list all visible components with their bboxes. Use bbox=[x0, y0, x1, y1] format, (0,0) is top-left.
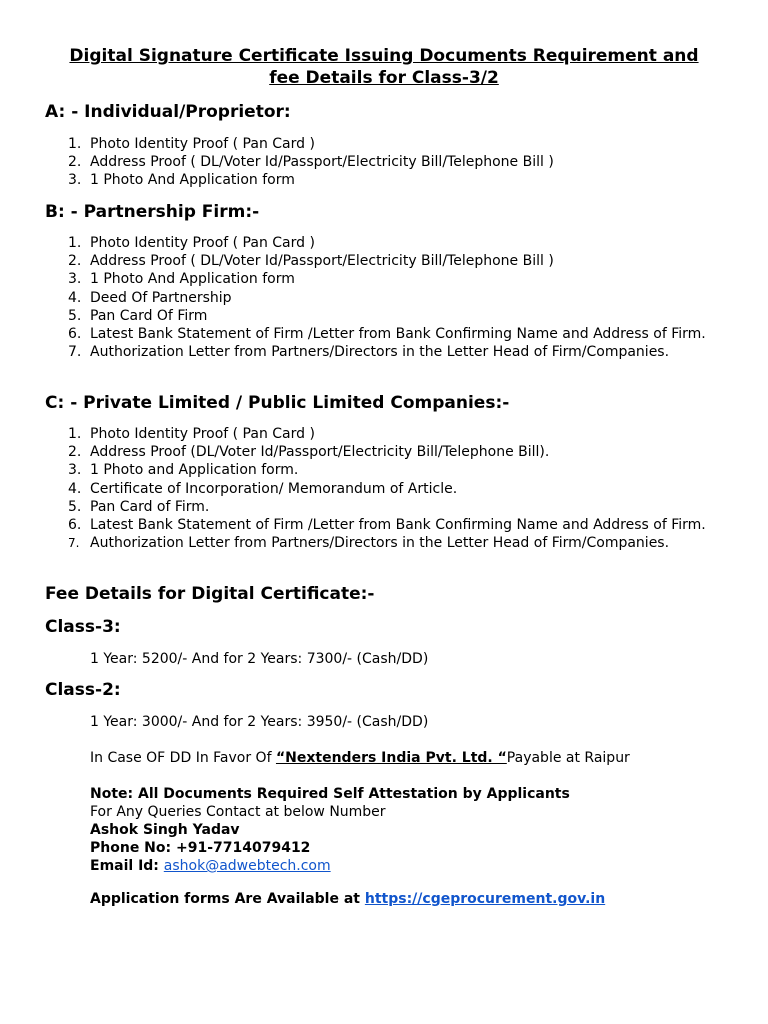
email-link[interactable]: ashok@adwebtech.com bbox=[163, 858, 331, 874]
class-3-heading: Class-3: bbox=[45, 617, 121, 637]
document-title bbox=[46, 45, 722, 89]
attestation-note: Note: All Documents Required Self Attestation by Applicants bbox=[90, 786, 570, 802]
section-a-list bbox=[0, 135, 720, 190]
section-b-heading: B: - Partnership Firm:- bbox=[45, 202, 260, 222]
contact-name: Ashok Singh Yadav bbox=[90, 822, 240, 838]
queries-text: For Any Queries Contact at below Number bbox=[90, 804, 386, 820]
section-a-heading: A: - Individual/Proprietor: bbox=[45, 102, 291, 122]
list-item: 2. Address Proof (DL/Voter Id/Passport/Electricity Bill/Telephone Bill). bbox=[68, 444, 550, 461]
dd-suffix: Payable at Raipur bbox=[506, 750, 630, 766]
list-item: 7. Authorization Letter from Partners/Directors in the Letter Head of Firm/Companies. bbox=[68, 535, 670, 552]
title-line-2: fee Details for Class-3/2 bbox=[269, 68, 499, 88]
class-2-heading: Class-2: bbox=[45, 680, 121, 700]
list-item: 6. Latest Bank Statement of Firm /Letter from Bank Confirming Name and Address of Firm. bbox=[68, 517, 706, 534]
list-item: 1. Photo Identity Proof ( Pan Card ) bbox=[68, 426, 315, 442]
contact-email-row bbox=[90, 857, 331, 875]
list-item: 6. Latest Bank Statement of Firm /Letter from Bank Confirming Name and Address of Firm. bbox=[68, 326, 706, 343]
class-2-fee: 1 Year: 3000/- And for 2 Years: 3950/- (Cash/DD) bbox=[90, 714, 429, 730]
section-b-list bbox=[0, 234, 720, 361]
list-item: 4. Certificate of Incorporation/ Memorandum of Article. bbox=[68, 480, 458, 497]
dd-instruction bbox=[90, 749, 630, 767]
list-item: 3. 1 Photo and Application form. bbox=[68, 462, 299, 479]
list-item: 4. Deed Of Partnership bbox=[68, 289, 232, 306]
list-item: 5. Pan Card Of Firm bbox=[68, 307, 208, 324]
section-c-list bbox=[0, 425, 720, 552]
class-3-fee: 1 Year: 5200/- And for 2 Years: 7300/- (Cash/DD) bbox=[90, 651, 429, 667]
list-item: 1. Photo Identity Proof ( Pan Card ) bbox=[68, 136, 315, 152]
section-c-heading: C: - Private Limited / Public Limited Companies:- bbox=[45, 393, 510, 413]
fee-details-heading: Fee Details for Digital Certificate:- bbox=[45, 584, 375, 604]
list-item: 3. 1 Photo And Application form bbox=[68, 172, 295, 189]
title-line-1: Digital Signature Certificate Issuing Documents Requirement and bbox=[69, 46, 699, 66]
list-item: 5. Pan Card of Firm. bbox=[68, 498, 210, 515]
application-url-link[interactable]: https://cgeprocurement.gov.in bbox=[364, 891, 606, 907]
dd-company: “Nextenders India Pvt. Ltd. “ bbox=[275, 750, 507, 766]
list-item: 2. Address Proof ( DL/Voter Id/Passport/Electricity Bill/Telephone Bill ) bbox=[68, 253, 554, 270]
list-item: 7. Authorization Letter from Partners/Directors in the Letter Head of Firm/Companies. bbox=[68, 344, 670, 361]
list-item: 1. Photo Identity Proof ( Pan Card ) bbox=[68, 235, 315, 251]
email-label: Email Id: bbox=[90, 858, 164, 874]
list-item: 3. 1 Photo And Application form bbox=[68, 271, 295, 288]
list-item: 2. Address Proof ( DL/Voter Id/Passport/Electricity Bill/Telephone Bill ) bbox=[68, 154, 554, 171]
contact-phone: Phone No: +91-7714079412 bbox=[90, 840, 311, 856]
application-label: Application forms Are Available at bbox=[90, 891, 365, 907]
application-row bbox=[90, 890, 605, 908]
dd-prefix: In Case OF DD In Favor Of bbox=[90, 750, 276, 766]
